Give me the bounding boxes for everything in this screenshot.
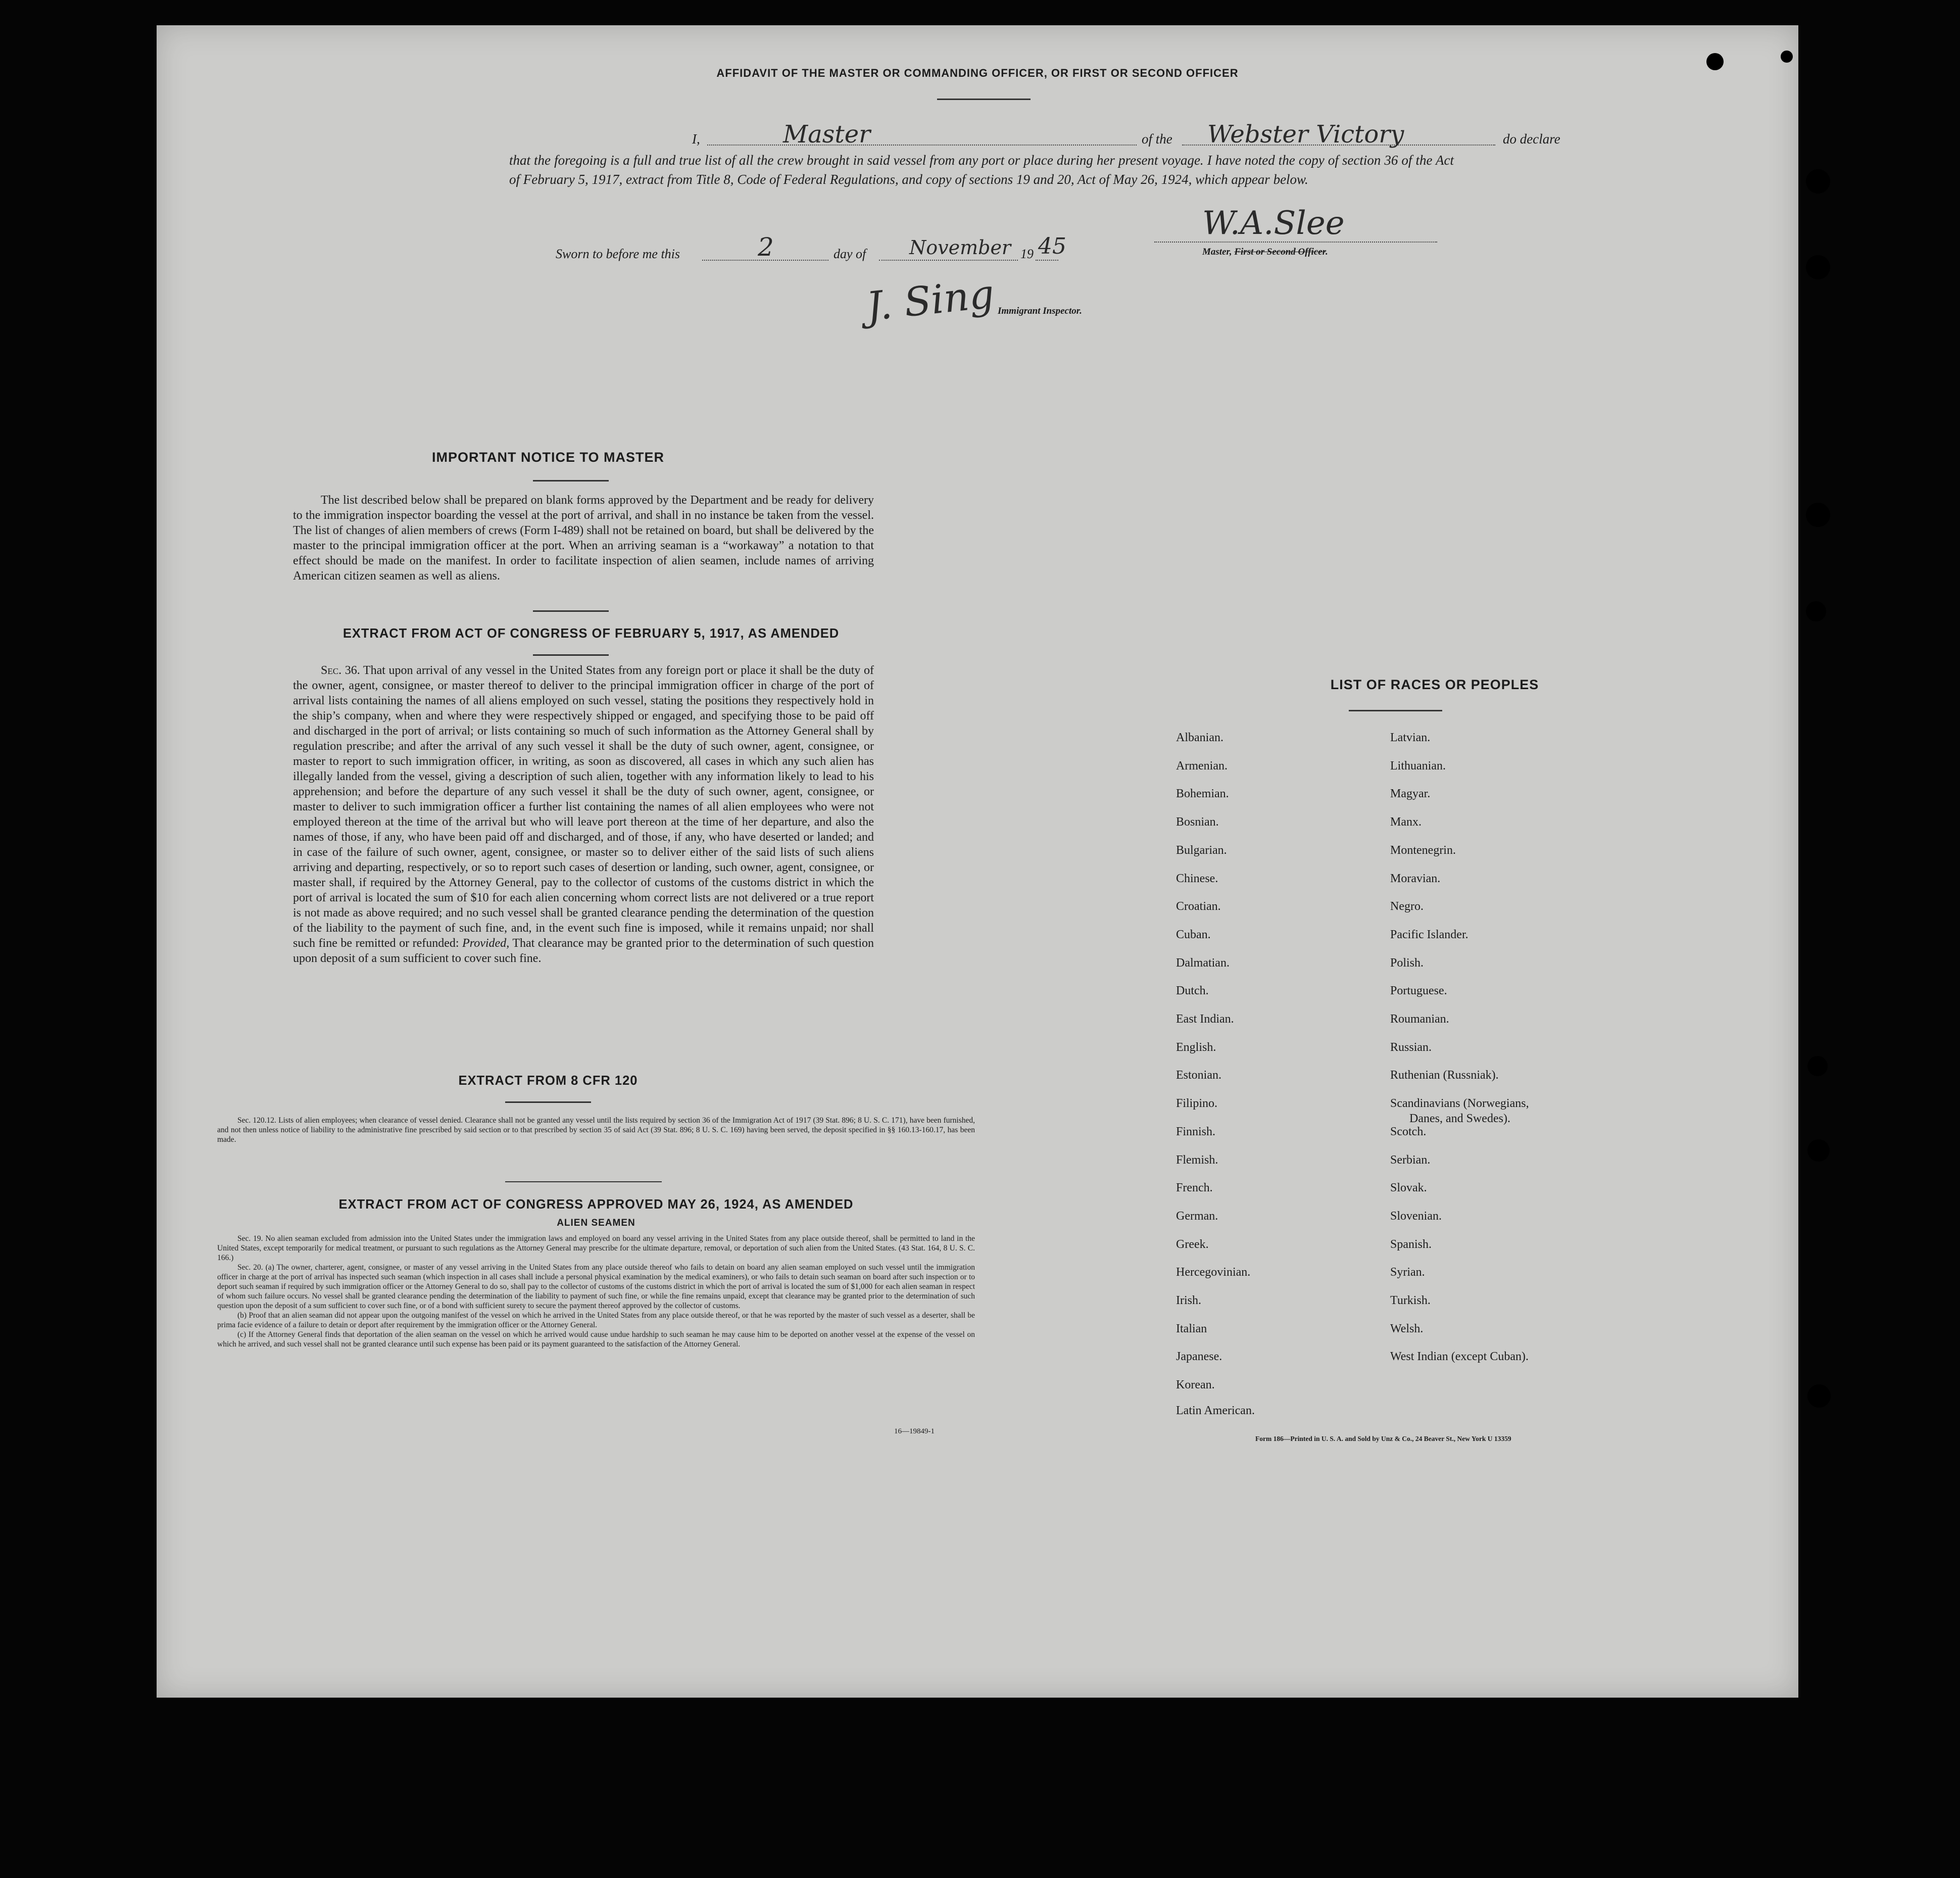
section-19: Sec. 19. No alien seaman excluded from admission into the United States under the immigration laws and employed on board any vessel arriving in the United States from any place outside thereof, shall be permitted to land in the United States, except temporarily for medical treatment, or pursuant to such regulations as the Attorney General may prescribe for the ultimate departure, removal, or deportation of such alien from the United States. (43 Stat. 164, 8 U. S. C. 166.) bbox=[217, 1234, 975, 1262]
section-20c: (c) If the Attorney General finds that deportation of the alien seaman on the vessel on which he arrived would cause undue hardship to such seaman he may cause him to be deported on another vessel at the expense of the vessel on which he arrived, and such vessel shall not be granted clearance until such expense has been paid or its payment guaranteed to the satisfaction of the Attorney General. bbox=[217, 1330, 975, 1349]
divider bbox=[937, 99, 1031, 100]
handwritten-day: 2 bbox=[758, 232, 774, 262]
race-item: Lithuanian. bbox=[1390, 759, 1446, 773]
declaration-prefix: I, bbox=[692, 131, 700, 147]
race-item: German. bbox=[1176, 1209, 1218, 1223]
printer-footer: Form 186—Printed in U. S. A. and Sold by Unz & Co., 24 Beaver St., New York U 13359 bbox=[1255, 1435, 1511, 1442]
race-item: Finnish. bbox=[1176, 1125, 1216, 1138]
race-item: Scandinavians (Norwegians, bbox=[1390, 1097, 1529, 1111]
master-signature: W.A.Slee bbox=[1202, 205, 1345, 242]
blank-line bbox=[707, 145, 1137, 146]
punch-hole bbox=[1706, 53, 1724, 70]
race-item: Portuguese. bbox=[1390, 984, 1447, 998]
race-item: Magyar. bbox=[1390, 787, 1431, 801]
sworn-prefix: Sworn to before me this bbox=[556, 247, 680, 261]
section-20b: (b) Proof that an alien seaman did not appear upon the outgoing manifest of the vessel on which he arrived in the United States from any place outside thereof, or that he was reported by the master of such vessel as a deserter, shall be prima facie evidence of a failure to detain or deport after requirement by the immigration officer or the Attorney General. bbox=[217, 1311, 975, 1329]
notice-title: IMPORTANT NOTICE TO MASTER bbox=[432, 450, 664, 465]
race-item: Russian. bbox=[1390, 1040, 1432, 1054]
punch-hole bbox=[1781, 51, 1793, 63]
race-item: Negro. bbox=[1390, 900, 1424, 913]
race-item: Syrian. bbox=[1390, 1266, 1425, 1279]
handwritten-month: November bbox=[909, 236, 1011, 259]
race-item: Hercegovinian. bbox=[1176, 1266, 1251, 1279]
race-item: English. bbox=[1176, 1040, 1216, 1054]
race-item: Montenegrin. bbox=[1390, 843, 1456, 857]
divider bbox=[533, 654, 609, 656]
race-item: Japanese. bbox=[1176, 1350, 1222, 1364]
proviso: Provided, bbox=[462, 937, 510, 950]
race-item: Manx. bbox=[1390, 815, 1422, 829]
handwritten-master: Master bbox=[783, 120, 871, 149]
race-item: Filipino. bbox=[1176, 1097, 1218, 1111]
race-item: Latin American. bbox=[1176, 1404, 1255, 1417]
document-page bbox=[157, 25, 1798, 1698]
punch-hole bbox=[1806, 255, 1830, 279]
race-item: Italian bbox=[1176, 1322, 1207, 1335]
signature-line bbox=[1154, 242, 1437, 243]
race-item: East Indian. bbox=[1176, 1013, 1234, 1026]
race-item: Ruthenian (Russniak). bbox=[1390, 1069, 1499, 1082]
form-number: 16—19849-1 bbox=[894, 1427, 935, 1435]
race-item: Dalmatian. bbox=[1176, 956, 1230, 970]
extract-cfr-text: Sec. 120.12. Lists of alien employees; when clearance of vessel denied. Clearance shall not be granted any vessel until the lists required by section 36 of the Immigration Act of 1917 (39 Stat. 896; 8 U. S. C. 171), have been furnished, and not then unless notice of liability to the administrative fine prescribed by said section or to that prescribed by section 35 of said Act (39 Stat. 896; 8 U. S. C. 169) having been served, the deposit specified in §§ 160.13-160.17, has been made. bbox=[217, 1116, 975, 1144]
race-item: Bohemian. bbox=[1176, 787, 1229, 801]
section-36-body: That upon arrival of any vessel in the United States from any foreign port or place it shall be the duty of the owner, agent, consignee, or master thereof to deliver to the principal immigration officer in charge of the port of arrival lists containing the names of all aliens employed on such vessel, stating the positions they respectively hold in the ship’s company, when and where they were respectively shipped or engaged, and specifying those to be paid off and discharged in the port of arrival; or lists containing so much of such information as the Attorney General shall by regulation prescribe; and after the arrival of any such vessel it shall be the duty of such owner, agent, consignee, or master to report to such immigration officer, in writing, as soon as discovered, all cases in which any such alien has illegally landed from the vessel, giving a description of such alien, together with any information likely to lead to his apprehension; and before the departure of any such vessel it shall be the duty of such owner, agent, consignee, or master to deliver to such immigration officer a further list containing the names of all alien employees who were not employed thereon at the time of the arrival but who will leave port thereon at the time of her departure, and also the names of those, if any, who have been paid off and discharged, and of those, if any, who have deserted or landed; and in case of the failure of such owner, agent, consignee, or master so to deliver either of the said lists of such aliens arriving and departing, respectively, or so to report such cases of desertion or landing, such owner, agent, consignee, or master shall, if required by the Attorney General, pay to the collector of customs of the customs district in which the port of arrival is located the sum of $10 for each alien concerning whom correct lists are not delivered or a true report is not made as above required; and no such vessel shall be granted clearance pending the determination of the question of the liability to the payment of such fine, and, in the event such fine is imposed, while it remains unpaid; nor shall such fine be remitted or refunded: bbox=[293, 664, 874, 950]
race-item: Korean. bbox=[1176, 1378, 1215, 1392]
blank-line bbox=[1036, 260, 1058, 261]
race-item: Welsh. bbox=[1390, 1322, 1424, 1335]
divider bbox=[533, 480, 609, 481]
extract-1924-subtitle: ALIEN SEAMEN bbox=[557, 1218, 635, 1228]
master-caption-text: Master, bbox=[1202, 247, 1232, 257]
race-item: Flemish. bbox=[1176, 1153, 1218, 1167]
race-item: Turkish. bbox=[1390, 1294, 1431, 1307]
inspector-caption: Immigrant Inspector. bbox=[998, 306, 1082, 316]
year-prefix: 19 bbox=[1020, 247, 1034, 261]
affidavit-body: that the foregoing is a full and true list of all the crew brought in said vessel from any port or place during her present voyage. I have noted the copy of section 36 of the Act of February 5, 1917, extract from Title 8, Code of Federal Regulations, and copy of sections 19 and 20, Act of May 26, 1924, which appear below. bbox=[509, 153, 1454, 187]
divider bbox=[505, 1181, 662, 1182]
race-item: Polish. bbox=[1390, 956, 1424, 970]
races-title: LIST OF RACES OR PEOPLES bbox=[1330, 677, 1539, 692]
extract-1924-body bbox=[217, 1234, 975, 1349]
race-item: Estonian. bbox=[1176, 1069, 1221, 1082]
divider bbox=[533, 610, 609, 612]
race-item: Pacific Islander. bbox=[1390, 928, 1468, 941]
race-item: French. bbox=[1176, 1181, 1213, 1195]
race-item: Latvian. bbox=[1390, 731, 1431, 744]
punch-hole bbox=[1807, 1384, 1831, 1408]
extract-cfr-title: EXTRACT FROM 8 CFR 120 bbox=[458, 1074, 638, 1088]
divider bbox=[505, 1101, 591, 1103]
caption-end: . bbox=[1326, 247, 1328, 257]
race-item: Roumanian. bbox=[1390, 1013, 1449, 1026]
declaration-suffix: do declare bbox=[1503, 131, 1560, 147]
race-item: Albanian. bbox=[1176, 731, 1223, 744]
section-36-end: That clearance may be granted prior to the determination of such question upon deposit of a sum sufficient to cover such fine. bbox=[293, 937, 874, 965]
affidavit-title: AFFIDAVIT OF THE MASTER OR COMMANDING OFFICER, OR FIRST OR SECOND OFFICER bbox=[716, 67, 1239, 79]
race-item: Bosnian. bbox=[1176, 815, 1219, 829]
declaration-of-the: of the bbox=[1142, 131, 1172, 147]
section-20a: Sec. 20. (a) The owner, charterer, agent, consignee, or master of any vessel arriving in the United States from any place outside thereof who fails to detain on board any alien seaman employed on such vessel until the immigration officer in charge at the port of arrival has inspected such seaman (which inspection in all cases shall include a personal physical examination by the medical examiners), or who fails to detain such seaman on board after such inspection or to deport such seaman if required by such immigration officer or the Attorney General to do so, shall pay to the collector of customs of the customs district in which the port of arrival is located the sum of $1,000 for each alien seaman in respect of whom such failure occurs. No vessel shall be granted clearance pending the determination of the liability to payment of such fine, or while the fine remains unpaid, except that clearance may be granted prior to the determination of such question upon the deposit of a sum sufficient to cover such fine, or of a bond with sufficient surety to secure the payment thereof approved by the collector of customs. bbox=[217, 1263, 975, 1310]
race-item: Scotch. bbox=[1390, 1125, 1427, 1138]
race-item: Moravian. bbox=[1390, 872, 1441, 885]
punch-hole bbox=[1807, 1139, 1830, 1162]
punch-hole bbox=[1806, 601, 1826, 621]
race-item: Greek. bbox=[1176, 1237, 1209, 1251]
race-item: Spanish. bbox=[1390, 1237, 1432, 1251]
inspector-signature: J. Sing bbox=[864, 271, 997, 330]
handwritten-year: 45 bbox=[1038, 233, 1066, 259]
race-item: Bulgarian. bbox=[1176, 843, 1227, 857]
race-item: Chinese. bbox=[1176, 872, 1218, 885]
race-item: Danes, and Swedes). bbox=[1409, 1112, 1510, 1126]
blank-line bbox=[879, 260, 1018, 261]
notice-text: The list described below shall be prepared on blank forms approved by the Department and be ready for delivery to the immigration inspector boarding the vessel at the port of arrival, and shall in no instance be taken from the vessel. The list of changes of alien members of crews (Form I-489) shall not be retained on board, but shall be delivered by the master to the principal immigration officer at the port. When an arriving seaman is a “workaway” a notation to that effect should be made on the manifest. In order to facilitate inspection of alien seamen, include names of arriving American citizen seamen as well as aliens. bbox=[293, 494, 874, 583]
divider bbox=[1349, 710, 1442, 711]
race-item: West Indian (except Cuban). bbox=[1390, 1350, 1529, 1364]
struck-officer-text: First or Second Officer bbox=[1234, 247, 1326, 257]
extract-1917-text bbox=[293, 663, 874, 966]
master-caption bbox=[1202, 247, 1328, 258]
race-item: Slovak. bbox=[1390, 1181, 1427, 1195]
race-item: Dutch. bbox=[1176, 984, 1209, 998]
race-item: Irish. bbox=[1176, 1294, 1201, 1307]
extract-1917-title: EXTRACT FROM ACT OF CONGRESS OF FEBRUARY 5, 1917, AS AMENDED bbox=[342, 627, 840, 641]
race-item: Slovenian. bbox=[1390, 1209, 1442, 1223]
race-item: Serbian. bbox=[1390, 1153, 1431, 1167]
race-item: Croatian. bbox=[1176, 900, 1221, 913]
race-item: Armenian. bbox=[1176, 759, 1228, 773]
handwritten-vessel-name: Webster Victory bbox=[1207, 120, 1404, 149]
punch-hole bbox=[1806, 503, 1830, 527]
extract-1924-title: EXTRACT FROM ACT OF CONGRESS APPROVED MAY 26, 1924, AS AMENDED bbox=[338, 1197, 854, 1212]
punch-hole bbox=[1806, 169, 1830, 194]
punch-hole bbox=[1807, 1056, 1828, 1076]
section-number: Sec. 36. bbox=[321, 664, 360, 677]
day-of-label: day of bbox=[834, 247, 866, 261]
race-item: Cuban. bbox=[1176, 928, 1211, 941]
